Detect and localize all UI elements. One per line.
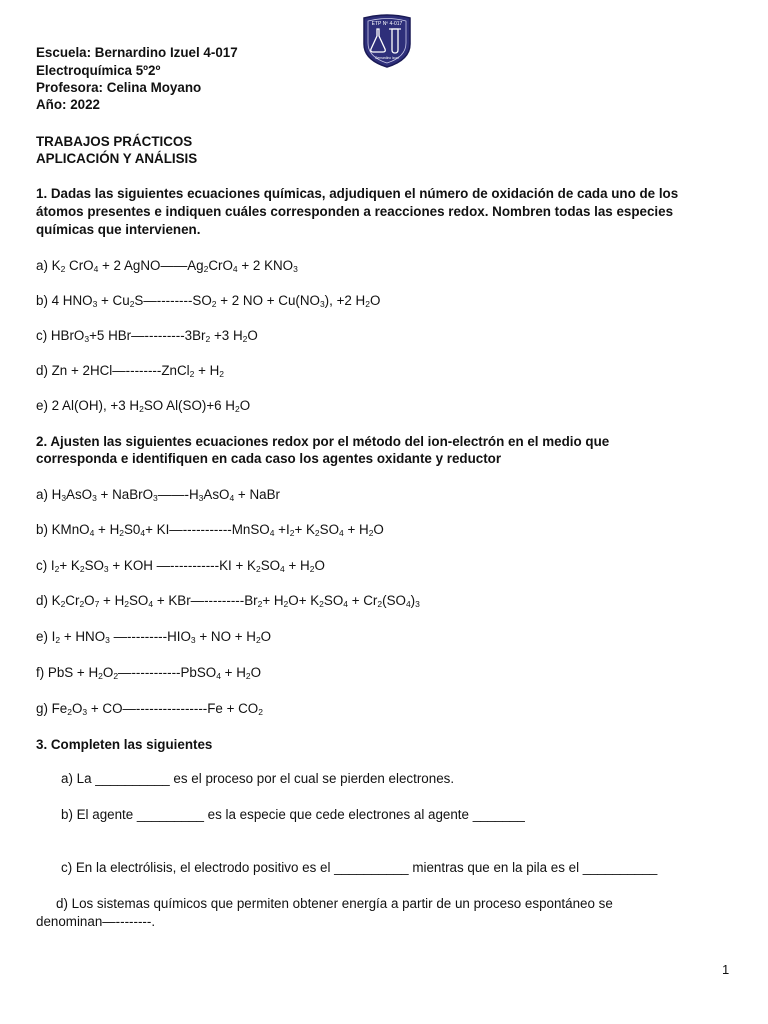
q3-item-d-line-2: denominan—--------. <box>36 914 156 929</box>
school-seal-logo <box>360 12 414 68</box>
q1-equation-e: e) 2 Al(OH), +3 $H_2SO$ Al(SO)+6 $H_2O$ <box>36 398 251 414</box>
q3-item-a: a) La __________ es el proceso por el cual se pierden electrones. <box>61 771 455 786</box>
school-name: Escuela: Bernardino Izuel 4-017 <box>36 45 238 60</box>
subject-line: Electroquímica 5º2º <box>36 63 161 78</box>
q1-equation-d: d) Zn + 2HCl—--------ZnCl$_2$ + $H_2$ <box>36 363 225 379</box>
q1-equation-b: b) 4 $HNO_3$ + $Cu_2S—--------SO_2 + 2$ NO + $Cu(NO_3)$, +2 $H_2O$ <box>36 293 381 309</box>
q1-statement-line-2: átomos presentes e indiquen cuáles corresponden a reacciones redox. Nombren todas las especies <box>36 204 674 219</box>
q2-equation-f: f) PbS + $H_2O_2—-----------PbSO_4 + H_2O$ <box>36 665 262 681</box>
q1-equation-c: c) HBrO$_3$+5 $HBr—---------3Br_2 +3$ $H_2O$ <box>36 328 258 344</box>
page-number: 1 <box>722 962 730 977</box>
title-line-1: TRABAJOS PRÁCTICOS <box>36 134 193 149</box>
q3-title: 3. Completen las siguientes <box>36 737 213 752</box>
q2-equation-b: b) KMnO$_4$ + $H_2S0_4+$ KI—-----------MnSO$_4$ $+I_2+ K_2SO_4 + H_2O$ <box>36 522 384 538</box>
q3-item-d-line-1: d) Los sistemas químicos que permiten obtener energía a partir de un proceso espontáneo se <box>56 896 613 911</box>
q2-equation-d: d) $K_2Cr_2O_7 + H_2SO_4$ + $KBr—---------Br_2+ H_2O+ K_2SO_4 + Cr_2(SO_4)_3$ <box>36 593 420 609</box>
q2-equation-g: g) $Fe_2O_3$ + CO—----------------Fe + $CO_2$ <box>36 701 263 717</box>
q1-statement-line-1: 1. Dadas las siguientes ecuaciones químicas, adjudiquen el número de oxidación de cada uno de los <box>36 186 679 201</box>
svg-text:ETP Nº 4-017: ETP Nº 4-017 <box>371 21 403 27</box>
title-line-2: APLICACIÓN Y ANÁLISIS <box>36 151 198 166</box>
q2-equation-a: a) $H_3AsO_3$ + $NaBrO_3——-H_3AsO_4$ + NaBr <box>36 487 280 503</box>
teacher-line: Profesora: Celina Moyano <box>36 80 202 95</box>
q1-statement-line-3: químicas que intervienen. <box>36 222 201 237</box>
year-line: Año: 2022 <box>36 97 100 112</box>
q3-item-b: b) El agente _________ es la especie que cede electrones al agente _______ <box>61 807 525 822</box>
q3-item-c: c) En la electrólisis, el electrodo positivo es el __________ mientras que en la pila es el __________ <box>61 860 658 875</box>
q2-statement-line-2: corresponda e identifiquen en cada caso los agentes oxidante y reductor <box>36 451 502 466</box>
q2-statement-line-1: 2. Ajusten las siguientes ecuaciones redox por el método del ion-electrón en el medio que <box>36 434 610 449</box>
q1-equation-a: a) $K_2$ CrO$_4$ + 2 $AgNO——Ag_2CrO_4 + 2$ $KNO_3$ <box>36 258 298 274</box>
svg-text:Bernardino Izuel: Bernardino Izuel <box>375 56 399 60</box>
q2-equation-e: e) $I_2 + HNO_3$ $—---------HIO_3$ + NO + $H_2O$ <box>36 629 272 645</box>
q2-equation-c: c) $I_2+ K_2SO_3$ + KOH —-----------KI + $K_2SO_4 + H_2O$ <box>36 558 325 574</box>
